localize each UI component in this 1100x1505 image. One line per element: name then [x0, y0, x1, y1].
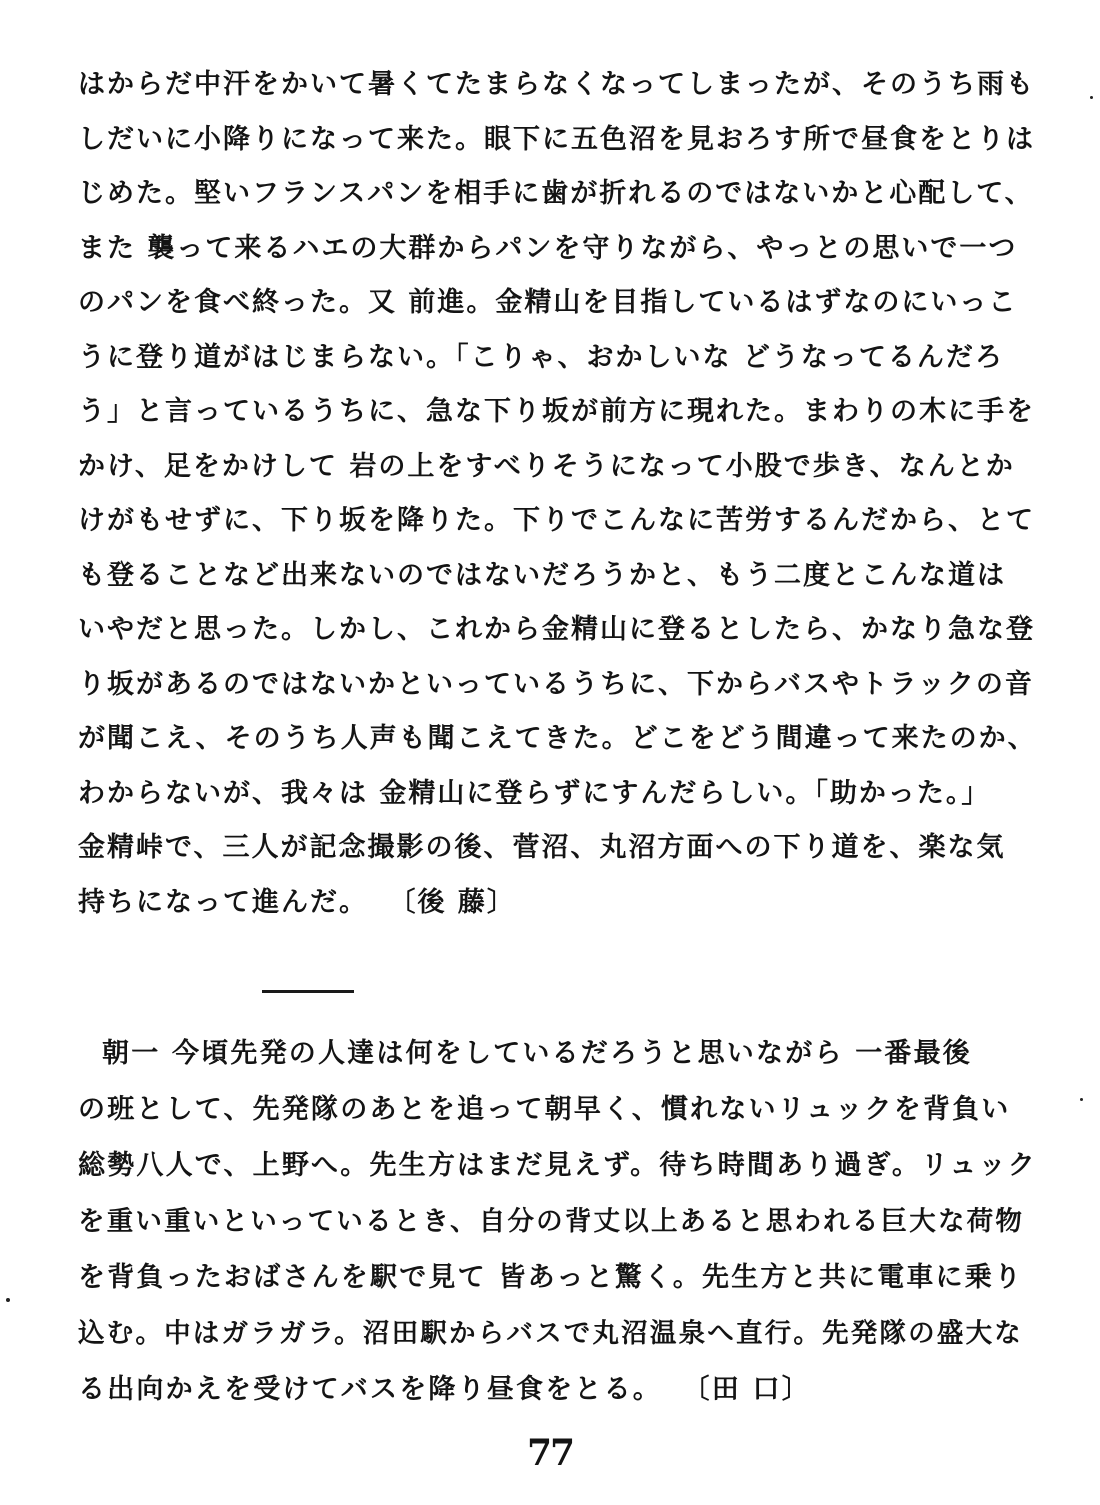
text-line: を背負ったおばさんを駅で見て 皆あっと驚く。先生方と共に電車に乗り	[78, 1262, 1024, 1293]
scan-speck	[1090, 96, 1093, 99]
text-line: 総勢八人で、上野へ。先生方はまだ見えず。待ち時間あり過ぎ。リュック	[78, 1150, 1038, 1181]
text-line: しだいに小降りになって来た。眼下に五色沼を見おろす所で昼食をとりは	[78, 123, 1035, 155]
text-line: う」と言っているうちに、急な下り坂が前方に現れた。まわりの木に手を	[78, 396, 1035, 427]
text-line-final-body: る出向かえを受けてバスを降り昼食をとる。	[78, 1374, 662, 1405]
text-line: のパンを食べ終った。又 前進。金精山を目指しているはずなのにいっこ	[78, 287, 1018, 318]
text-line: けがもせずに、下り坂を降りた。下りでこんなに苦労するんだから、とて	[78, 505, 1035, 536]
paragraph-two	[78, 1026, 1038, 1418]
author-signature: 〔後 藤〕	[402, 886, 516, 918]
text-line: を重い重いといっているとき、自分の背丈以上あると思われる巨大な荷物	[78, 1206, 1025, 1237]
scan-speck	[6, 1298, 10, 1302]
text-line: わからないが、我々は 金精山に登らずにすんだらしい。「助かった。」	[78, 777, 991, 809]
text-line: が聞こえ、そのうち人声も聞こえてきた。どこをどう間違って来たのか、	[78, 723, 1037, 754]
text-line: かけ、足をかけして 岩の上をすべりそうになって小股で歩き、なんとか	[78, 450, 1015, 482]
text-line: いやだと思った。しかし、これから金精山に登るとしたら、かなり急な登	[78, 614, 1035, 645]
text-line: また 襲って来るハエの大群からパンを守りながら、やっとの思いで一つ	[78, 232, 1018, 264]
text-line: り坂があるのではないかといっているうちに、下からバスやトラックの音	[78, 668, 1034, 700]
text-line: の班として、先発隊のあとを追って朝早く、慣れないリュックを背負い	[78, 1094, 1011, 1125]
text-line: も登ることなど出来ないのではないだろうかと、もう二度とこんな道は	[78, 559, 1006, 591]
page-number: 77	[526, 1432, 574, 1474]
text-line-final	[78, 1362, 1038, 1418]
text-line: 込む。中はガラガラ。沼田駅からバスで丸沼温泉へ直行。先発隊の盛大な	[78, 1318, 1023, 1349]
text-line: はからだ中汗をかいて暑くてたまらなくなってしまったが、そのうち雨も	[78, 69, 1035, 100]
text-line-final-body: 持ちになって進んだ。	[78, 886, 368, 918]
text-line: うに登り道がはじまらない。「こりゃ、おかしいな どうなってるんだろ	[78, 341, 1004, 373]
paragraph-one	[78, 58, 1038, 930]
section-divider	[262, 990, 354, 993]
text-line-final	[78, 876, 1038, 931]
text-line: じめた。堅いフランスパンを相手に歯が折れるのではないかと心配して、	[78, 178, 1034, 209]
scan-speck	[1080, 1098, 1083, 1101]
text-line: 朝一 今頃先発の人達は何をしているだろうと思いながら 一番最後	[102, 1038, 972, 1069]
author-signature: 〔田 口〕	[696, 1374, 811, 1405]
text-line: 金精峠で、三人が記念撮影の後、菅沼、丸沼方面への下り道を、楽な気	[78, 832, 1006, 863]
